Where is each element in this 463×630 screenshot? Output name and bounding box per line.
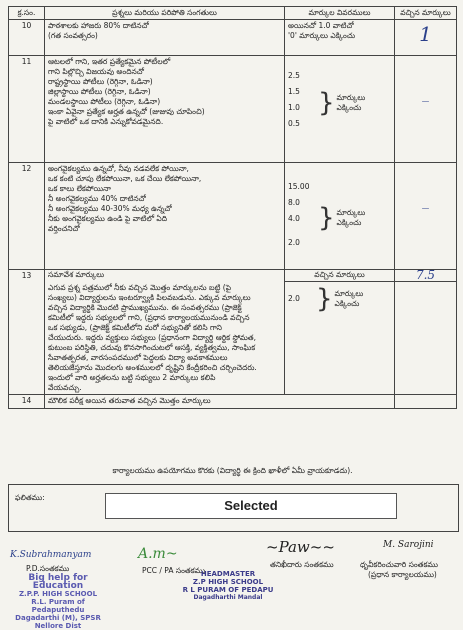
pcc-signature-icon: A.m~ bbox=[138, 546, 178, 562]
row-marks bbox=[395, 395, 457, 409]
stamp-line: Dagadharthi Mandal bbox=[193, 594, 263, 601]
header-serial: క్ర.సం. bbox=[9, 7, 45, 20]
question-line: పై వాటిలో ఒక దానికి ఎన్నుకోవడమైనది. bbox=[48, 117, 164, 126]
marks-table bbox=[8, 6, 457, 409]
question-line: కుటుంబ పరిస్థితి, చదువు కొనసాగించుటలో ఆసక్తి, వ్యక్తిత్వము, సాంఘిక bbox=[48, 343, 256, 352]
stamp-line: R.L. Puram of Pedaputhedu bbox=[31, 598, 85, 614]
details-label: మార్కులు ఎక్కించు bbox=[334, 289, 364, 308]
row-question bbox=[45, 163, 285, 270]
table-row bbox=[9, 56, 457, 163]
details-label: మార్కులు ఎక్కించు bbox=[336, 208, 366, 227]
details-line: అయినచో 1.0 వాటిచో bbox=[288, 21, 354, 30]
table-header-row bbox=[9, 7, 457, 20]
value: 4.0 bbox=[288, 214, 300, 223]
row-marks: 1 bbox=[395, 20, 457, 56]
question-line: వేయవచ్చు. bbox=[48, 383, 82, 392]
question-line: రాష్ట్రస్థాయి పోటీలు (రెగ్గినా, ఓడినా) bbox=[48, 77, 153, 86]
headmaster-stamp bbox=[178, 570, 278, 602]
question-line: అంగవైకల్యము ఉన్నచో, నీవు నడవలేక పోయినా, bbox=[48, 164, 189, 173]
inspector-label: తనిఖీదారు సంతకము bbox=[270, 560, 334, 569]
row-number: 10 bbox=[9, 20, 45, 56]
table-row bbox=[9, 163, 457, 270]
question-line: జిల్లాస్థాయి పోటీలు (రెగ్గినా, ఓడినా) bbox=[48, 87, 151, 96]
table-row bbox=[9, 270, 457, 395]
question-line: నీ అంగవైకల్యము 40% దాటినచో bbox=[48, 194, 146, 203]
result-label: ఫలితము: bbox=[15, 493, 45, 502]
school-stamp bbox=[8, 574, 108, 630]
signatures-section bbox=[8, 538, 457, 630]
header-details: మార్కుల వివరములు bbox=[285, 7, 395, 20]
interviewer-sub: (ప్రధాన కార్యాలయము) bbox=[368, 570, 437, 579]
stamp-line: HEADMASTER bbox=[200, 570, 256, 578]
stamp-line: R L PURAM OF PEDAPU bbox=[182, 586, 274, 594]
inspector-signature-icon: ~Paw~~ bbox=[266, 538, 335, 556]
brace-icon: } bbox=[318, 203, 335, 233]
question-line: పాఠశాలకు హాజరు 80% దాటినచో bbox=[48, 21, 149, 30]
marks-subheader: వచ్చిన మార్కులు bbox=[285, 270, 394, 282]
row-marks: — bbox=[395, 56, 457, 163]
value: 2.5 bbox=[288, 71, 300, 80]
row-details bbox=[285, 20, 395, 56]
row-question bbox=[45, 270, 285, 395]
value: 1.5 bbox=[288, 87, 300, 96]
row-question bbox=[45, 20, 285, 56]
question-line: ఒక సభ్యుడు, (ప్రాజెక్ట్ కమిటీలోని మరో సభ్యునితో కలిసి గాని bbox=[48, 323, 222, 332]
header-marks: వచ్చిన మార్కులు bbox=[395, 7, 457, 20]
question-line: తెలియజేస్తూను మొదలగు అంశములలో దృష్టిని కేంద్రీకరించి చర్చించెదరు. bbox=[48, 363, 257, 372]
question-line: ఎగువ ప్రశ్న పత్రములో నీకు వచ్చిన మొత్తం మార్కులను బట్టి (పై bbox=[48, 283, 232, 292]
pd-signature: K.Subrahmanyam bbox=[10, 550, 92, 560]
question-line: సంఖ్యలు) విద్యార్థులను ఇంటర్వ్యూకి పిలవబడును. ఎక్కువ మార్కులు bbox=[48, 293, 251, 302]
row-number: 12 bbox=[9, 163, 45, 270]
header-question: ప్రశ్నలు మరియు పరిపోతి సంగతులు bbox=[45, 7, 285, 20]
question-line: ఒక కంటి చూపు లేకపోయినా, ఒక చేయి లేకపోయినా, bbox=[48, 174, 202, 183]
question-line: ఇందులో వారి అర్హతలను బట్టి సభ్యులు 2 మార్కులు కలిపి bbox=[48, 373, 216, 382]
question-line: వచ్చిన విద్యార్థికి మొదటి ప్రాముఖ్యమును. ఈ సంవత్సరము (ప్రాజెక్ట్ bbox=[48, 303, 242, 312]
interviewer-label: ధృవీకరించువారి సంతకము bbox=[360, 560, 438, 569]
question-line: చేయుదురు. ఇద్దరు వ్యక్తులు సభ్యులు (ప్రధానంగా విద్యార్థి ఆర్థిక స్థోమత, bbox=[48, 333, 257, 342]
details-line: '0' మార్కులు ఎక్కించు bbox=[288, 31, 356, 40]
row-details bbox=[285, 163, 395, 270]
question-line: కమిటీలో ఇద్దరు సభ్యులలో గాని, (ప్రధాన కార్యాలయమునుండి వచ్చిన bbox=[48, 313, 250, 322]
row-details bbox=[285, 56, 395, 163]
value: 0.5 bbox=[288, 119, 300, 128]
question-line: వర్తించనిచో bbox=[48, 224, 80, 233]
pd-label: P.D.సంతకము bbox=[26, 564, 70, 573]
question-line: గాని పిల్లొచ్చి విజయవు అందినచో bbox=[48, 67, 144, 76]
row-title: సమావేశ మార్కులు bbox=[48, 270, 105, 279]
row-details bbox=[285, 270, 395, 395]
brace-icon: } bbox=[318, 88, 335, 118]
office-use-note: కార్యాలయము ఉపయోగము కొరకు (విద్యార్థి ఈ క్రింది ఖాళీలో ఏమీ వ్రాయకూడదు). bbox=[112, 466, 353, 475]
row-number: 14 bbox=[9, 395, 45, 409]
question-line: ఒక కాలు లేకపోయినా bbox=[48, 184, 111, 193]
stamp-line: Dagadarthi (M), SPSR Nellore Dist bbox=[15, 614, 101, 630]
value: 2.0 bbox=[288, 238, 300, 247]
question-line: నీ అంగవైకల్యము 40-30% మధ్య ఉన్నచో bbox=[48, 204, 172, 213]
brace-icon: } bbox=[316, 284, 333, 314]
question-line: ఆటలలో గాని, ఇతర ప్రత్యేకమైన పోటీలలో bbox=[48, 57, 171, 66]
table-row bbox=[9, 395, 457, 409]
question-line: సేవాతత్పరత, వారసంపదములో పెద్దలకు విద్యా అవకాశములు bbox=[48, 353, 228, 362]
row-marks: — bbox=[395, 163, 457, 270]
row-marks: 7.5 bbox=[395, 270, 456, 282]
value: 1.0 bbox=[288, 103, 300, 112]
question-line: (గత సంవత్సరం) bbox=[48, 31, 98, 40]
interviewer-signature: M. Sarojini bbox=[383, 540, 434, 550]
row-marks-cell bbox=[395, 270, 457, 395]
question-line: ఇంకా ఏవైనా ప్రత్యేక అర్హత ఉన్నచో (జుజువు చూపించి) bbox=[48, 107, 205, 116]
row-number: 11 bbox=[9, 56, 45, 163]
value: 15.00 bbox=[288, 182, 310, 191]
values-list bbox=[288, 182, 318, 254]
result-value: Selected bbox=[105, 493, 397, 519]
stamp-line: Z.P.P. HIGH SCHOOL bbox=[18, 590, 98, 598]
result-section bbox=[8, 484, 459, 532]
value: 8.0 bbox=[288, 198, 300, 207]
row-number: 13 bbox=[9, 270, 45, 395]
table-row bbox=[9, 20, 457, 56]
details-label: మార్కులు ఎక్కించు bbox=[336, 93, 366, 112]
question-line: మండలస్థాయి పోటీలు (రెగ్గినా, ఓడినా) bbox=[48, 97, 161, 106]
values-list bbox=[288, 71, 318, 135]
stamp-line: Z.P HIGH SCHOOL bbox=[192, 578, 264, 586]
pcc-label: PCC / PA సంతకము bbox=[142, 566, 206, 575]
question-line: నీకు అంగవైకల్యము ఉండి పై వాటిలో ఏది bbox=[48, 214, 168, 223]
row-question bbox=[45, 56, 285, 163]
value: 2.0 bbox=[288, 294, 300, 303]
stamp-line: Big help for Education bbox=[28, 573, 88, 591]
row-question: మౌలిక పరీక్ష అయిన తరువాత వచ్చిన మొత్తం మార్కులు bbox=[45, 395, 395, 409]
